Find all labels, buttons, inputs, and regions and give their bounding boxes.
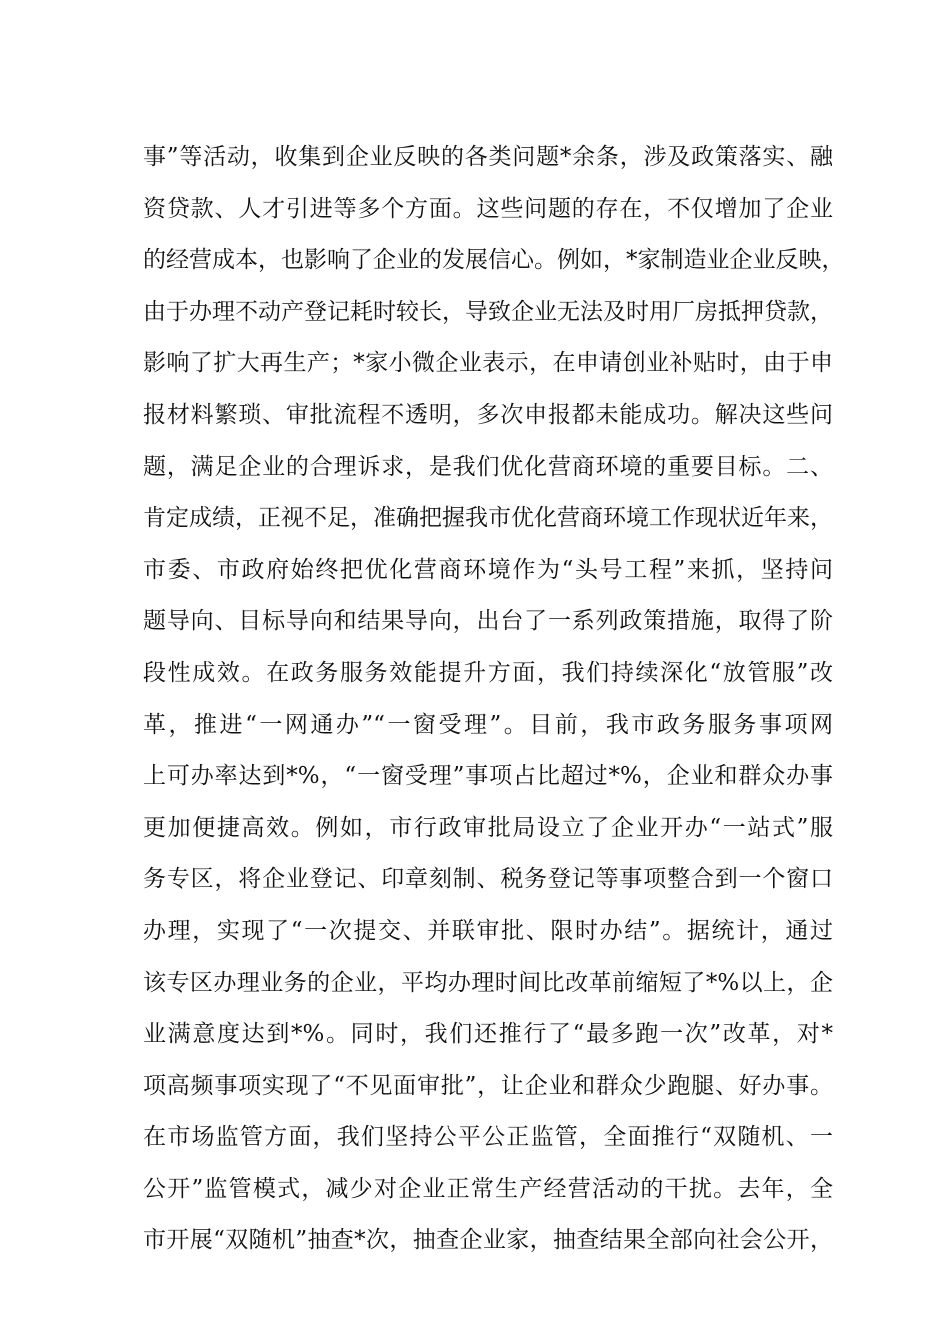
text-line: 市开展“双随机”抽查*次，抽查企业家，抽查结果全部向社会公开， bbox=[143, 1227, 833, 1254]
text-line: 公开”监管模式，减少对企业正常生产经营活动的干扰。去年，全 bbox=[143, 1175, 833, 1202]
text-line: 题，满足企业的合理诉求，是我们优化营商环境的重要目标。二、 bbox=[143, 453, 833, 480]
text-line: 的经营成本，也影响了企业的发展信心。例如，*家制造业企业反映， bbox=[143, 247, 845, 274]
text-line: 事”等活动，收集到企业反映的各类问题*余条，涉及政策落实、融 bbox=[143, 144, 833, 170]
text-line: 段性成效。在政务服务效能提升方面，我们持续深化“放管服”改 bbox=[143, 659, 833, 686]
text-line: 肯定成绩，正视不足，准确把握我市优化营商环境工作现状近年来， bbox=[143, 505, 833, 532]
text-line: 更加便捷高效。例如，市行政审批局设立了企业开办“一站式”服 bbox=[143, 814, 833, 841]
text-line: 在市场监管方面，我们坚持公平公正监管，全面推行“双随机、一 bbox=[143, 1124, 833, 1151]
text-line: 项高频事项实现了“不见面审批”，让企业和群众少跑腿、好办事。 bbox=[143, 1072, 833, 1099]
text-line: 革，推进“一网通办”“一窗受理”。目前，我市政务服务事项网 bbox=[143, 711, 833, 738]
text-line: 报材料繁琐、审批流程不透明，多次申报都未能成功。解决这些问 bbox=[143, 401, 833, 428]
text-line: 资贷款、人才引进等多个方面。这些问题的存在，不仅增加了企业 bbox=[143, 195, 833, 222]
text-line: 业满意度达到*%。同时，我们还推行了“最多跑一次”改革，对* bbox=[143, 1021, 833, 1048]
body-text bbox=[143, 132, 845, 1267]
text-line: 上可办率达到*%，“一窗受理”事项占比超过*%，企业和群众办事 bbox=[143, 763, 833, 790]
text-line: 题导向、目标导向和结果导向，出台了一系列政策措施，取得了阶 bbox=[143, 608, 833, 635]
text-line: 影响了扩大再生产；*家小微企业表示，在申请创业补贴时，由于申 bbox=[143, 350, 833, 377]
text-line: 市委、市政府始终把优化营商环境作为“头号工程”来抓，坚持问 bbox=[143, 556, 833, 583]
text-line: 由于办理不动产登记耗时较长，导致企业无法及时用厂房抵押贷款， bbox=[143, 298, 833, 325]
text-line: 务专区，将企业登记、印章刻制、税务登记等事项整合到一个窗口 bbox=[143, 866, 833, 893]
text-line: 该专区办理业务的企业，平均办理时间比改革前缩短了*%以上，企 bbox=[143, 969, 833, 996]
text-line: 办理，实现了“一次提交、并联审批、限时办结”。据统计，通过 bbox=[143, 917, 833, 944]
